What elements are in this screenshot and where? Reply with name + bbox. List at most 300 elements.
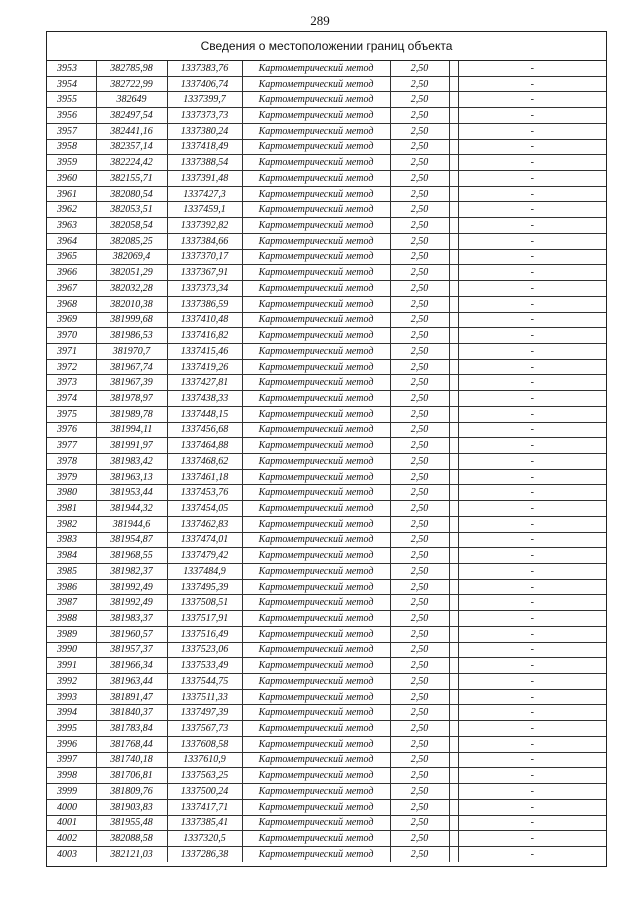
description-cell — [449, 689, 458, 705]
table-row — [47, 265, 606, 281]
description-cell — [449, 186, 458, 202]
table-row — [47, 281, 606, 297]
description-cell — [449, 469, 458, 485]
point-number-cell: 3996 — [47, 736, 96, 752]
sheet-title: Сведения о местоположении границ объекта — [47, 32, 606, 61]
description-cell — [449, 815, 458, 831]
x-coordinate-cell: 382155,71 — [96, 171, 167, 187]
x-coordinate-cell: 381957,37 — [96, 642, 167, 658]
method-cell: Картометрический метод — [242, 501, 390, 517]
description-cell — [449, 626, 458, 642]
point-number-cell: 3982 — [47, 516, 96, 532]
accuracy-cell: 2,50 — [390, 721, 449, 737]
description-cell — [449, 312, 458, 328]
description-cell — [449, 422, 458, 438]
accuracy-cell: 2,50 — [390, 831, 449, 847]
description-cell — [449, 108, 458, 124]
description-cell — [449, 218, 458, 234]
accuracy-cell: 2,50 — [390, 76, 449, 92]
x-coordinate-cell: 382032,28 — [96, 281, 167, 297]
description-cell — [449, 658, 458, 674]
y-coordinate-cell: 1337399,7 — [167, 92, 242, 108]
x-coordinate-cell: 382058,54 — [96, 218, 167, 234]
accuracy-cell: 2,50 — [390, 375, 449, 391]
method-cell: Картометрический метод — [242, 406, 390, 422]
y-coordinate-cell: 1337417,71 — [167, 799, 242, 815]
description-cell — [449, 831, 458, 847]
y-coordinate-cell: 1337610,9 — [167, 752, 242, 768]
note-cell: - — [458, 752, 606, 768]
note-cell: - — [458, 108, 606, 124]
note-cell: - — [458, 202, 606, 218]
y-coordinate-cell: 1337286,38 — [167, 846, 242, 861]
accuracy-cell: 2,50 — [390, 108, 449, 124]
x-coordinate-cell: 381968,55 — [96, 548, 167, 564]
accuracy-cell: 2,50 — [390, 501, 449, 517]
x-coordinate-cell: 382441,16 — [96, 123, 167, 139]
table-row — [47, 674, 606, 690]
accuracy-cell: 2,50 — [390, 281, 449, 297]
table-row — [47, 626, 606, 642]
point-number-cell: 3970 — [47, 328, 96, 344]
x-coordinate-cell: 382649 — [96, 92, 167, 108]
description-cell — [449, 296, 458, 312]
table-row — [47, 343, 606, 359]
description-cell — [449, 516, 458, 532]
table-row — [47, 579, 606, 595]
y-coordinate-cell: 1337474,01 — [167, 532, 242, 548]
note-cell: - — [458, 611, 606, 627]
method-cell: Картометрический метод — [242, 548, 390, 564]
note-cell: - — [458, 249, 606, 265]
method-cell: Картометрический метод — [242, 564, 390, 580]
accuracy-cell: 2,50 — [390, 265, 449, 281]
y-coordinate-cell: 1337464,88 — [167, 438, 242, 454]
point-number-cell: 3981 — [47, 501, 96, 517]
note-cell: - — [458, 218, 606, 234]
point-number-cell: 3961 — [47, 186, 96, 202]
table-row — [47, 516, 606, 532]
point-number-cell: 3999 — [47, 784, 96, 800]
accuracy-cell: 2,50 — [390, 343, 449, 359]
accuracy-cell: 2,50 — [390, 485, 449, 501]
method-cell: Картометрический метод — [242, 422, 390, 438]
y-coordinate-cell: 1337459,1 — [167, 202, 242, 218]
table-row — [47, 485, 606, 501]
description-cell — [449, 406, 458, 422]
y-coordinate-cell: 1337415,46 — [167, 343, 242, 359]
table-row — [47, 705, 606, 721]
description-cell — [449, 359, 458, 375]
x-coordinate-cell: 382053,51 — [96, 202, 167, 218]
note-cell: - — [458, 233, 606, 249]
coordinates-sheet — [46, 31, 607, 867]
note-cell: - — [458, 375, 606, 391]
table-row — [47, 501, 606, 517]
point-number-cell: 4003 — [47, 846, 96, 861]
description-cell — [449, 548, 458, 564]
point-number-cell: 3955 — [47, 92, 96, 108]
y-coordinate-cell: 1337511,33 — [167, 689, 242, 705]
x-coordinate-cell: 381944,32 — [96, 501, 167, 517]
accuracy-cell: 2,50 — [390, 422, 449, 438]
method-cell: Картометрический метод — [242, 108, 390, 124]
accuracy-cell: 2,50 — [390, 768, 449, 784]
accuracy-cell: 2,50 — [390, 579, 449, 595]
y-coordinate-cell: 1337448,15 — [167, 406, 242, 422]
description-cell — [449, 123, 458, 139]
method-cell: Картометрический метод — [242, 391, 390, 407]
description-cell — [449, 674, 458, 690]
point-number-cell: 3973 — [47, 375, 96, 391]
note-cell: - — [458, 721, 606, 737]
accuracy-cell: 2,50 — [390, 186, 449, 202]
table-row — [47, 642, 606, 658]
y-coordinate-cell: 1337508,51 — [167, 595, 242, 611]
accuracy-cell: 2,50 — [390, 139, 449, 155]
note-cell: - — [458, 642, 606, 658]
point-number-cell: 3986 — [47, 579, 96, 595]
table-row — [47, 831, 606, 847]
y-coordinate-cell: 1337373,73 — [167, 108, 242, 124]
x-coordinate-cell: 381963,13 — [96, 469, 167, 485]
accuracy-cell: 2,50 — [390, 752, 449, 768]
method-cell: Картометрический метод — [242, 281, 390, 297]
y-coordinate-cell: 1337567,73 — [167, 721, 242, 737]
description-cell — [449, 391, 458, 407]
description-cell — [449, 564, 458, 580]
accuracy-cell: 2,50 — [390, 736, 449, 752]
accuracy-cell: 2,50 — [390, 233, 449, 249]
note-cell: - — [458, 736, 606, 752]
note-cell: - — [458, 76, 606, 92]
accuracy-cell: 2,50 — [390, 564, 449, 580]
method-cell: Картометрический метод — [242, 485, 390, 501]
x-coordinate-cell: 382051,29 — [96, 265, 167, 281]
note-cell: - — [458, 359, 606, 375]
note-cell: - — [458, 705, 606, 721]
x-coordinate-cell: 381989,78 — [96, 406, 167, 422]
table-row — [47, 391, 606, 407]
point-number-cell: 3990 — [47, 642, 96, 658]
description-cell — [449, 139, 458, 155]
accuracy-cell: 2,50 — [390, 705, 449, 721]
x-coordinate-cell: 381999,68 — [96, 312, 167, 328]
y-coordinate-cell: 1337479,42 — [167, 548, 242, 564]
table-row — [47, 155, 606, 171]
y-coordinate-cell: 1337516,49 — [167, 626, 242, 642]
method-cell: Картометрический метод — [242, 233, 390, 249]
point-number-cell: 3957 — [47, 123, 96, 139]
accuracy-cell: 2,50 — [390, 516, 449, 532]
accuracy-cell: 2,50 — [390, 312, 449, 328]
method-cell: Картометрический метод — [242, 658, 390, 674]
note-cell: - — [458, 296, 606, 312]
point-number-cell: 3989 — [47, 626, 96, 642]
x-coordinate-cell: 381966,34 — [96, 658, 167, 674]
y-coordinate-cell: 1337373,34 — [167, 281, 242, 297]
method-cell: Картометрический метод — [242, 721, 390, 737]
x-coordinate-cell: 381982,37 — [96, 564, 167, 580]
description-cell — [449, 453, 458, 469]
y-coordinate-cell: 1337392,82 — [167, 218, 242, 234]
note-cell: - — [458, 516, 606, 532]
y-coordinate-cell: 1337388,54 — [167, 155, 242, 171]
x-coordinate-cell: 381944,6 — [96, 516, 167, 532]
note-cell: - — [458, 799, 606, 815]
description-cell — [449, 532, 458, 548]
method-cell: Картометрический метод — [242, 328, 390, 344]
method-cell: Картометрический метод — [242, 626, 390, 642]
note-cell: - — [458, 312, 606, 328]
method-cell: Картометрический метод — [242, 642, 390, 658]
accuracy-cell: 2,50 — [390, 548, 449, 564]
method-cell: Картометрический метод — [242, 265, 390, 281]
point-number-cell: 3960 — [47, 171, 96, 187]
x-coordinate-cell: 381840,37 — [96, 705, 167, 721]
note-cell: - — [458, 391, 606, 407]
y-coordinate-cell: 1337523,06 — [167, 642, 242, 658]
x-coordinate-cell: 381809,76 — [96, 784, 167, 800]
note-cell: - — [530, 848, 534, 860]
table-row — [47, 139, 606, 155]
description-cell — [449, 375, 458, 391]
coordinates-table — [47, 61, 606, 862]
table-row — [47, 108, 606, 124]
description-cell — [449, 705, 458, 721]
method-cell: Картометрический метод — [242, 831, 390, 847]
point-number-cell: 3984 — [47, 548, 96, 564]
description-cell — [449, 76, 458, 92]
x-coordinate-cell: 382357,14 — [96, 139, 167, 155]
y-coordinate-cell: 1337370,17 — [167, 249, 242, 265]
table-row — [47, 768, 606, 784]
x-coordinate-cell: 381978,97 — [96, 391, 167, 407]
x-coordinate-cell: 381955,48 — [96, 815, 167, 831]
accuracy-cell: 2,50 — [390, 689, 449, 705]
description-cell — [449, 642, 458, 658]
method-cell: Картометрический метод — [242, 218, 390, 234]
method-cell: Картометрический метод — [242, 784, 390, 800]
table-row — [47, 453, 606, 469]
note-cell: - — [458, 658, 606, 674]
table-row — [47, 736, 606, 752]
table-row — [47, 92, 606, 108]
note-cell: - — [458, 815, 606, 831]
x-coordinate-cell: 381783,84 — [96, 721, 167, 737]
method-cell: Картометрический метод — [242, 579, 390, 595]
note-cell: - — [458, 579, 606, 595]
note-cell: - — [458, 186, 606, 202]
table-row — [47, 422, 606, 438]
x-coordinate-cell: 382069,4 — [96, 249, 167, 265]
y-coordinate-cell: 1337468,62 — [167, 453, 242, 469]
point-number-cell: 3980 — [47, 485, 96, 501]
table-row — [47, 218, 606, 234]
method-cell: Картометрический метод — [242, 343, 390, 359]
method-cell: Картометрический метод — [242, 171, 390, 187]
accuracy-cell: 2,50 — [390, 155, 449, 171]
y-coordinate-cell: 1337438,33 — [167, 391, 242, 407]
accuracy-cell: 2,50 — [390, 815, 449, 831]
accuracy-cell: 2,50 — [390, 202, 449, 218]
table-row — [47, 564, 606, 580]
x-coordinate-cell: 382785,98 — [96, 61, 167, 76]
y-coordinate-cell: 1337544,75 — [167, 674, 242, 690]
point-number-cell: 3978 — [47, 453, 96, 469]
accuracy-cell: 2,50 — [390, 406, 449, 422]
point-number-cell: 3956 — [47, 108, 96, 124]
x-coordinate-cell: 382497,54 — [96, 108, 167, 124]
point-number-cell: 3979 — [47, 469, 96, 485]
x-coordinate-cell: 382088,58 — [96, 831, 167, 847]
method-cell: Картометрический метод — [242, 186, 390, 202]
y-coordinate-cell: 1337453,76 — [167, 485, 242, 501]
point-number-cell: 3958 — [47, 139, 96, 155]
accuracy-cell: 2,50 — [390, 61, 449, 76]
point-number-cell: 3983 — [47, 532, 96, 548]
y-coordinate-cell: 1337461,18 — [167, 469, 242, 485]
accuracy-cell: 2,50 — [390, 92, 449, 108]
point-number-cell: 3994 — [47, 705, 96, 721]
description-cell — [449, 61, 458, 76]
description-cell — [449, 846, 458, 861]
description-cell — [449, 736, 458, 752]
y-coordinate-cell: 1337410,48 — [167, 312, 242, 328]
accuracy-cell: 2,50 — [390, 611, 449, 627]
description-cell — [449, 343, 458, 359]
note-cell: - — [458, 155, 606, 171]
y-coordinate-cell: 1337383,76 — [167, 61, 242, 76]
x-coordinate-cell: 381983,37 — [96, 611, 167, 627]
method-cell: Картометрический метод — [242, 438, 390, 454]
method-cell: Картометрический метод — [242, 296, 390, 312]
point-number-cell: 3993 — [47, 689, 96, 705]
y-coordinate-cell: 1337563,25 — [167, 768, 242, 784]
description-cell — [449, 281, 458, 297]
table-row — [47, 76, 606, 92]
note-cell: - — [458, 485, 606, 501]
point-number-cell: 4002 — [47, 831, 96, 847]
method-cell: Картометрический метод — [242, 61, 390, 76]
accuracy-cell: 2,50 — [390, 123, 449, 139]
accuracy-cell: 2,50 — [390, 218, 449, 234]
note-cell: - — [458, 92, 606, 108]
x-coordinate-cell: 381967,39 — [96, 375, 167, 391]
table-row — [47, 548, 606, 564]
description-cell — [449, 233, 458, 249]
method-cell: Картометрический метод — [242, 532, 390, 548]
x-coordinate-cell: 381963,44 — [96, 674, 167, 690]
x-coordinate-cell: 381991,97 — [96, 438, 167, 454]
point-number-cell: 3966 — [47, 265, 96, 281]
table-row — [47, 532, 606, 548]
y-coordinate-cell: 1337497,39 — [167, 705, 242, 721]
y-coordinate-cell: 1337517,91 — [167, 611, 242, 627]
y-coordinate-cell: 1337500,24 — [167, 784, 242, 800]
y-coordinate-cell: 1337406,74 — [167, 76, 242, 92]
description-cell — [449, 155, 458, 171]
table-row — [47, 359, 606, 375]
accuracy-cell: 2,50 — [390, 391, 449, 407]
note-cell: - — [458, 328, 606, 344]
note-cell: - — [458, 595, 606, 611]
note-cell: - — [458, 831, 606, 847]
accuracy-cell: 2,50 — [390, 359, 449, 375]
table-row — [47, 328, 606, 344]
method-cell: Картометрический метод — [242, 516, 390, 532]
point-number-cell: 3976 — [47, 422, 96, 438]
description-cell — [449, 752, 458, 768]
note-cell: - — [458, 674, 606, 690]
table-row — [47, 171, 606, 187]
point-number-cell: 3964 — [47, 233, 96, 249]
table-row — [47, 123, 606, 139]
page-number: 289 — [310, 13, 330, 28]
note-cell: - — [458, 139, 606, 155]
description-cell — [449, 768, 458, 784]
note-cell: - — [458, 265, 606, 281]
description-cell — [449, 328, 458, 344]
method-cell: Картометрический метод — [242, 469, 390, 485]
y-coordinate-cell: 1337484,9 — [167, 564, 242, 580]
table-row — [47, 595, 606, 611]
x-coordinate-cell: 382080,54 — [96, 186, 167, 202]
accuracy-cell: 2,50 — [390, 658, 449, 674]
x-coordinate-cell: 381967,74 — [96, 359, 167, 375]
note-cell: - — [458, 123, 606, 139]
point-number-cell: 3974 — [47, 391, 96, 407]
y-coordinate-cell: 1337495,39 — [167, 579, 242, 595]
method-cell: Картометрический метод — [242, 595, 390, 611]
accuracy-cell: 2,50 — [390, 469, 449, 485]
table-row — [47, 815, 606, 831]
table-row — [47, 375, 606, 391]
y-coordinate-cell: 1337427,81 — [167, 375, 242, 391]
point-number-cell: 3965 — [47, 249, 96, 265]
point-number-cell: 3968 — [47, 296, 96, 312]
accuracy-cell: 2,50 — [390, 674, 449, 690]
point-number-cell: 3987 — [47, 595, 96, 611]
table-row — [47, 846, 606, 861]
note-cell: - — [458, 406, 606, 422]
method-cell: Картометрический метод — [242, 705, 390, 721]
point-number-cell: 4001 — [47, 815, 96, 831]
note-cell: - — [458, 281, 606, 297]
note-cell: - — [458, 784, 606, 800]
note-cell: - — [458, 469, 606, 485]
table-row — [47, 202, 606, 218]
x-coordinate-cell: 382722,99 — [96, 76, 167, 92]
method-cell: Картометрический метод — [242, 799, 390, 815]
accuracy-cell: 2,50 — [390, 171, 449, 187]
accuracy-cell: 2,50 — [390, 296, 449, 312]
note-cell: - — [458, 171, 606, 187]
x-coordinate-cell: 382224,42 — [96, 155, 167, 171]
method-cell: Картометрический метод — [242, 611, 390, 627]
description-cell — [449, 249, 458, 265]
description-cell — [449, 611, 458, 627]
y-coordinate-cell: 1337391,48 — [167, 171, 242, 187]
x-coordinate-cell: 381986,53 — [96, 328, 167, 344]
accuracy-cell: 2,50 — [390, 532, 449, 548]
x-coordinate-cell: 381970,7 — [96, 343, 167, 359]
description-cell — [449, 92, 458, 108]
accuracy-cell: 2,50 — [390, 799, 449, 815]
y-coordinate-cell: 1337454,05 — [167, 501, 242, 517]
method-cell: Картометрический метод — [242, 155, 390, 171]
x-coordinate-cell: 381954,87 — [96, 532, 167, 548]
